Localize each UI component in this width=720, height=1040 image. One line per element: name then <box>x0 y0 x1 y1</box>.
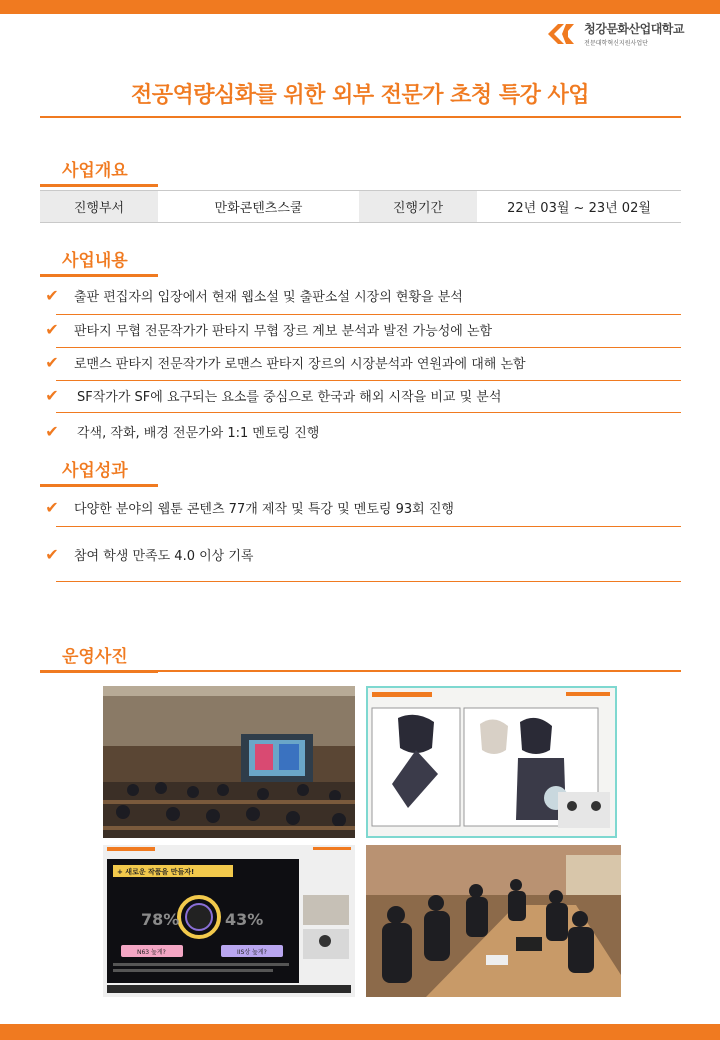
content-item <box>40 422 681 441</box>
check-icon: ✔ <box>45 545 59 564</box>
btn-left-text: N63 높게? <box>137 949 166 956</box>
mentoring-meeting-photo <box>366 845 621 997</box>
content-item-text: 출판 편집자의 입장에서 현재 웹소설 및 출판소설 시장의 현황을 분석 <box>74 290 463 305</box>
overview-heading-label: 사업개요 <box>62 161 128 181</box>
content-item-text: 판타지 무협 전문작가가 판타지 무협 장르 계보 분석과 발전 가능성에 논함 <box>74 324 493 339</box>
item-divider <box>56 314 681 315</box>
content-heading-label: 사업내용 <box>62 251 128 271</box>
content-item <box>40 320 681 339</box>
result-item <box>40 498 681 517</box>
results-heading <box>40 456 681 481</box>
check-icon: ✔ <box>45 422 59 441</box>
btn-right-text: IIS상 높게? <box>237 949 267 956</box>
top-accent-bar <box>0 0 720 14</box>
logo-name: 청강문화산업대학교 <box>584 22 684 36</box>
content-item <box>40 353 681 372</box>
content-item-text: SF작가가 SF에 요구되는 요소를 중심으로 한국과 해외 시작을 비교 및 분석 <box>77 390 502 405</box>
content-heading <box>40 246 681 271</box>
overview-table <box>40 190 681 223</box>
item-divider <box>56 526 681 527</box>
check-icon: ✔ <box>45 286 59 305</box>
bottom-accent-bar <box>0 1024 720 1040</box>
university-logo <box>544 20 684 47</box>
photos-heading-underline <box>40 670 158 673</box>
item-divider <box>56 412 681 413</box>
result-item <box>40 545 681 564</box>
title-divider <box>40 116 681 118</box>
page-title: 전공역량심화를 위한 외부 전문가 초청 특강 사업 <box>131 83 589 108</box>
result-item-text: 다양한 분야의 웹툰 콘텐츠 77개 제작 및 특강 및 멘토링 93회 진행 <box>74 502 454 517</box>
overview-heading-underline <box>40 184 158 187</box>
photos-divider <box>158 670 681 672</box>
check-icon: ✔ <box>45 498 59 517</box>
result-item-text: 참여 학생 만족도 4.0 이상 기록 <box>74 549 254 564</box>
content-item <box>40 286 681 305</box>
content-heading-underline <box>40 274 158 277</box>
period-label: 진행기간 <box>359 191 477 222</box>
period-value: 22년 03월 ~ 23년 02월 <box>507 201 651 216</box>
lecture-hall-photo <box>103 686 355 838</box>
webtoon-slide-screenshot <box>366 686 617 838</box>
content-item-text: 로맨스 판타지 전문작가가 로맨스 판타지 장르의 시장분석과 연원과에 대해 논함 <box>74 357 526 372</box>
dept-value: 만화콘텐츠스쿨 <box>214 201 303 216</box>
item-divider <box>56 347 681 348</box>
stat-right-text: 43% <box>225 910 264 929</box>
item-divider <box>56 380 681 381</box>
dept-label: 진행부서 <box>40 191 158 222</box>
check-icon: ✔ <box>45 386 59 405</box>
slide-title-text: + 새로운 작품을 만들자! <box>117 868 195 876</box>
check-icon: ✔ <box>45 320 59 339</box>
photos-heading <box>40 642 681 667</box>
logo-subtitle: 전문대학혁신지원사업단 <box>584 40 648 47</box>
content-item-text: 각색, 작화, 배경 전문가와 1:1 멘토링 진행 <box>77 426 320 441</box>
results-heading-label: 사업성과 <box>62 461 128 481</box>
stat-left-text: 78% <box>141 910 180 929</box>
ck-logo-icon <box>544 22 578 46</box>
item-divider <box>56 581 681 582</box>
check-icon: ✔ <box>45 353 59 372</box>
online-lecture-slide <box>103 845 355 997</box>
overview-heading <box>40 156 681 181</box>
content-item <box>40 386 681 405</box>
photos-heading-label: 운영사진 <box>62 647 128 667</box>
results-heading-underline <box>40 484 158 487</box>
